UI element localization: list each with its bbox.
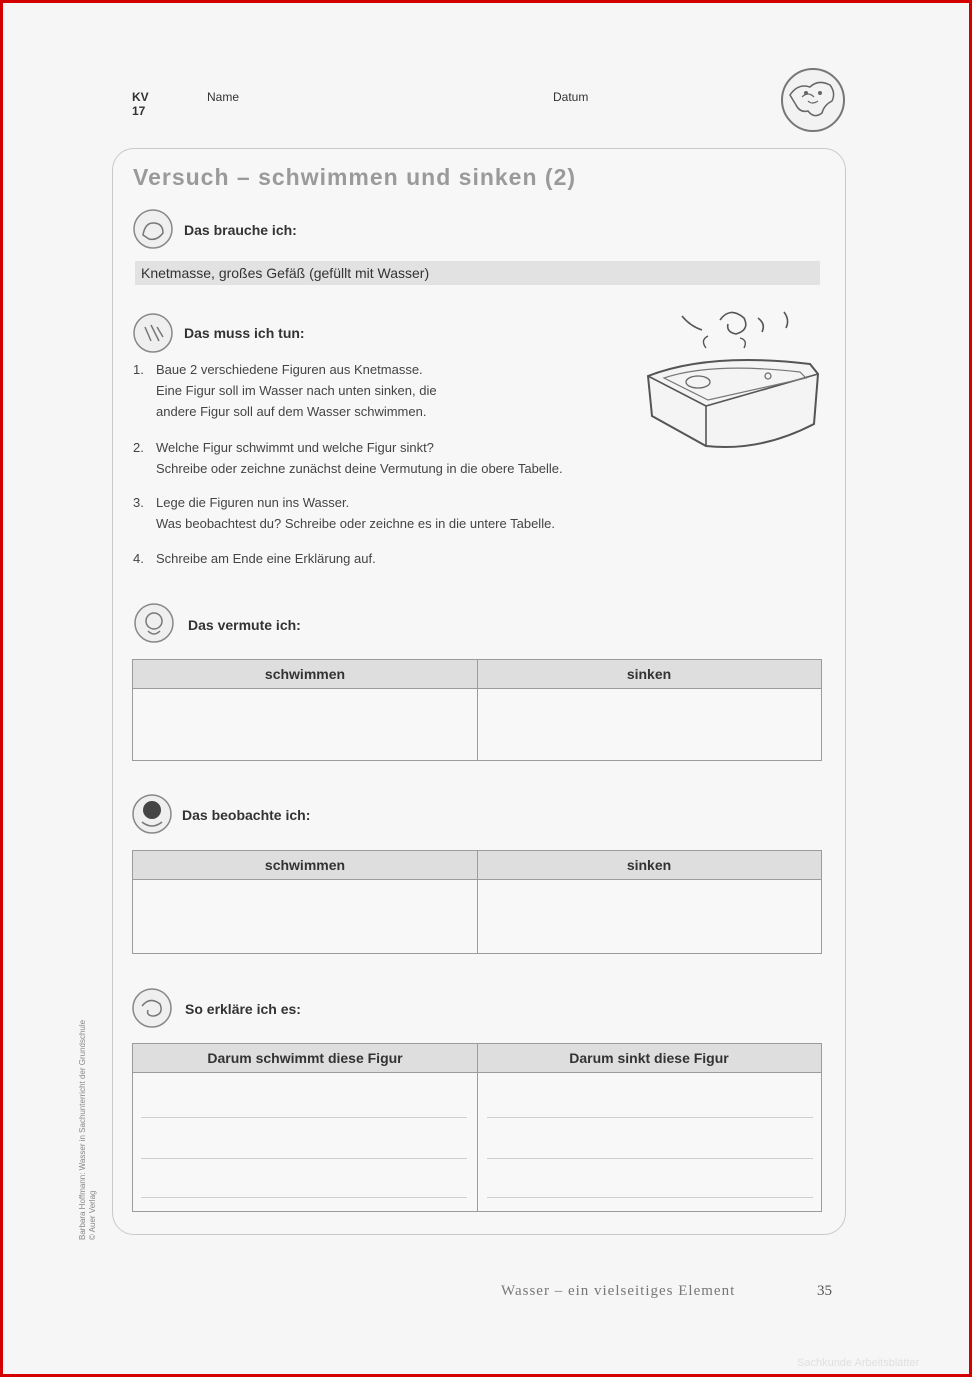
- materials-icon: [131, 207, 175, 251]
- observation-heading: Das beobachte ich:: [182, 807, 311, 823]
- publisher-sideline: © Auer Verlag: [88, 1190, 97, 1240]
- explanation-icon: [130, 986, 174, 1030]
- date-label: Datum: [553, 90, 589, 104]
- page-number: 35: [817, 1283, 832, 1299]
- explanation-heading: So erkläre ich es:: [185, 1001, 301, 1017]
- book-title: Wasser – ein vielseitiges Element: [501, 1283, 736, 1299]
- page-title: Versuch – schwimmen und sinken (2): [133, 164, 577, 190]
- step-line: Schreibe am Ende eine Erklärung auf.: [156, 551, 376, 566]
- observation-icon: [130, 792, 174, 836]
- explanation-table: [132, 1043, 822, 1212]
- instructions-heading: Das muss ich tun:: [184, 325, 305, 341]
- column-header-sink: sinken: [626, 857, 672, 873]
- column-divider: [477, 660, 478, 760]
- copyright-sideline: Barbara Hoffmann: Wasser in Sachunterricht der Grundschule: [78, 1019, 87, 1240]
- step-line: andere Figur soll auf dem Wasser schwimmen.: [156, 404, 427, 419]
- column-header-float: schwimmen: [264, 666, 346, 682]
- observation-table: [132, 850, 822, 954]
- assumption-icon: [132, 601, 176, 645]
- step-line: Lege die Figuren nun ins Wasser.: [156, 495, 350, 510]
- step-line: Baue 2 verschiedene Figuren aus Knetmasse.: [156, 362, 423, 377]
- water-tub-illustration: [640, 296, 825, 456]
- column-header-float: schwimmen: [264, 857, 346, 873]
- step-number: 4.: [133, 551, 144, 566]
- step-line: Schreibe oder zeichne zunächst deine Vermutung in die obere Tabelle.: [156, 461, 563, 476]
- kv-number: KV 17: [132, 90, 149, 118]
- explanation-float-cell[interactable]: [133, 1074, 477, 1211]
- step-number: 1.: [133, 362, 144, 377]
- instructions-icon: [131, 311, 175, 355]
- column-divider: [477, 1044, 478, 1211]
- column-header-sink-reason: Darum sinkt diese Figur: [569, 1050, 729, 1066]
- step-number: 2.: [133, 440, 144, 455]
- assumption-table: [132, 659, 822, 761]
- step-line: Eine Figur soll im Wasser nach unten sinken, die: [156, 383, 437, 398]
- observation-sink-cell[interactable]: [479, 881, 821, 953]
- assumption-heading: Das vermute ich:: [188, 617, 301, 633]
- observation-float-cell[interactable]: [133, 881, 477, 953]
- watermark: Sachkunde Arbeitsblätter: [797, 1357, 920, 1369]
- column-header-sink: sinken: [626, 666, 672, 682]
- step-line: Welche Figur schwimmt und welche Figur sinkt?: [156, 440, 434, 455]
- column-header-float-reason: Darum schwimmt diese Figur: [207, 1050, 403, 1066]
- assumption-float-cell[interactable]: [133, 690, 477, 760]
- materials-list: Knetmasse, großes Gefäß (gefüllt mit Wasser): [135, 261, 820, 285]
- name-label: Name: [207, 90, 240, 104]
- explanation-sink-cell[interactable]: [479, 1074, 821, 1211]
- globe-logo-icon: [778, 65, 848, 135]
- assumption-sink-cell[interactable]: [479, 690, 821, 760]
- step-number: 3.: [133, 495, 144, 510]
- step-line: Was beobachtest du? Schreibe oder zeichne es in die untere Tabelle.: [156, 516, 555, 531]
- materials-heading: Das brauche ich:: [184, 222, 297, 238]
- column-divider: [477, 851, 478, 953]
